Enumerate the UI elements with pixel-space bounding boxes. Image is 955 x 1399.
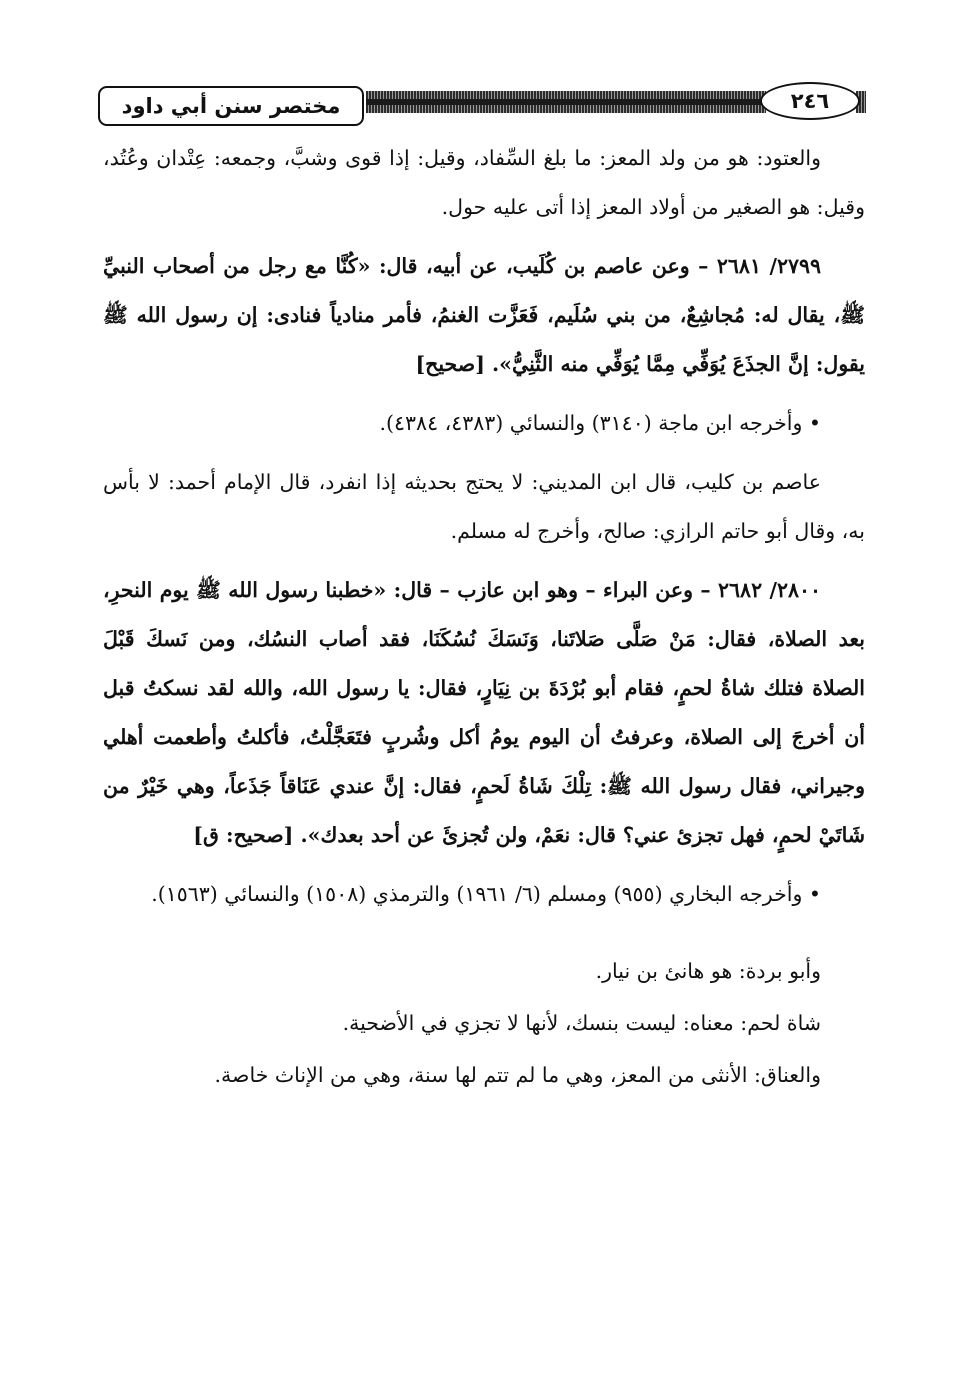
note-abu-burda: وأبو بردة: هو هانئ بن نيار. — [595, 959, 821, 983]
hadith-2799: ٢٧٩٩/ ٢٦٨١ – وعن عاصم بن كُلَيب، عن أبيه، قال: «كُنَّا مع رجل من أصحاب النبيِّ ﷺ، يقال له: مُجاشِعٌ، من بني سُلَيم، فَعَزَّت الغنمُ، فأمر منادياً فنادى: إن رسول الله ﷺ يقول: إنَّ الجذَعَ يُوَفِّي مِمَّا يُوَفِّي منه الثَّنِيُّ». [صحيح] — [103, 254, 865, 376]
book-title: مختصر سنن أبي داود — [98, 86, 364, 126]
header-decorative-band — [366, 91, 766, 113]
narrator-note: عاصم بن كليب، قال ابن المديني: لا يحتج بحديثه إذا انفرد، قال الإمام أحمد: لا بأس به، وقال أبو حاتم الرازي: صالح، وأخرج له مسلم. — [103, 470, 865, 543]
explanatory-notes — [103, 945, 865, 1101]
note-anaq: والعناق: الأنثى من المعز، وهي ما لم تتم لها سنة، وهي من الإناث خاصة. — [214, 1063, 821, 1087]
page-number: ٢٤٦ — [760, 82, 860, 120]
takhrij-2800: • وأخرجه البخاري (٩٥٥) ومسلم (٦/ ١٩٦١) والترمذي (١٥٠٨) والنسائي (١٥٦٣). — [151, 882, 821, 906]
takhrij-2799: • وأخرجه ابن ماجة (٣١٤٠) والنسائي (٤٣٨٣، ٤٣٨٤). — [379, 411, 821, 435]
page-header — [98, 86, 866, 126]
intro-paragraph: والعتود: هو من ولد المعز: ما بلغ السِّفاد، وقيل: إذا قوى وشبَّ، وجمعه: عِتْدان وعُتُد، وقيل: هو الصغير من أولاد المعز إذا أتى عليه حول. — [103, 146, 865, 219]
page-body — [103, 134, 865, 1101]
note-shat-lahm: شاة لحم: معناه: ليست بنسك، لأنها لا تجزي في الأضحية. — [342, 1011, 821, 1035]
hadith-2800: ٢٨٠٠/ ٢٦٨٢ – وعن البراء – وهو ابن عازب – قال: «خطبنا رسول الله ﷺ يوم النحرِ، بعد الصلاة، فقال: مَنْ صَلَّى صَلاتَنا، وَنَسَكَ نُسُكَنَا، فقد أصاب النسُك، ومن نَسكَ قَبْلَ الصلاة فتلك شاةُ لحمٍ، فقام أبو بُرْدَةَ بن نِيَارٍ، فقال: يا رسول الله، والله لقد نسكتُ قبل أن أخرجَ إلى الصلاة، وعرفتُ أن اليوم يومُ أكل وشُربٍ فتَعَجَّلْتُ، فأكلتُ وأطعمت أهلي وجيراني، فقال رسول الله ﷺ: تِلْكَ شَاةُ لَحمٍ، فقال: إنَّ عندي عَنَاقاً جَذَعاً، وهي خَيْرٌ من شَاتَيْ لحمٍ، فهل تجزئ عني؟ قال: نعَمْ، ولن تُجزئَ عن أحد بعدك». [صحيح: ق] — [103, 578, 865, 847]
